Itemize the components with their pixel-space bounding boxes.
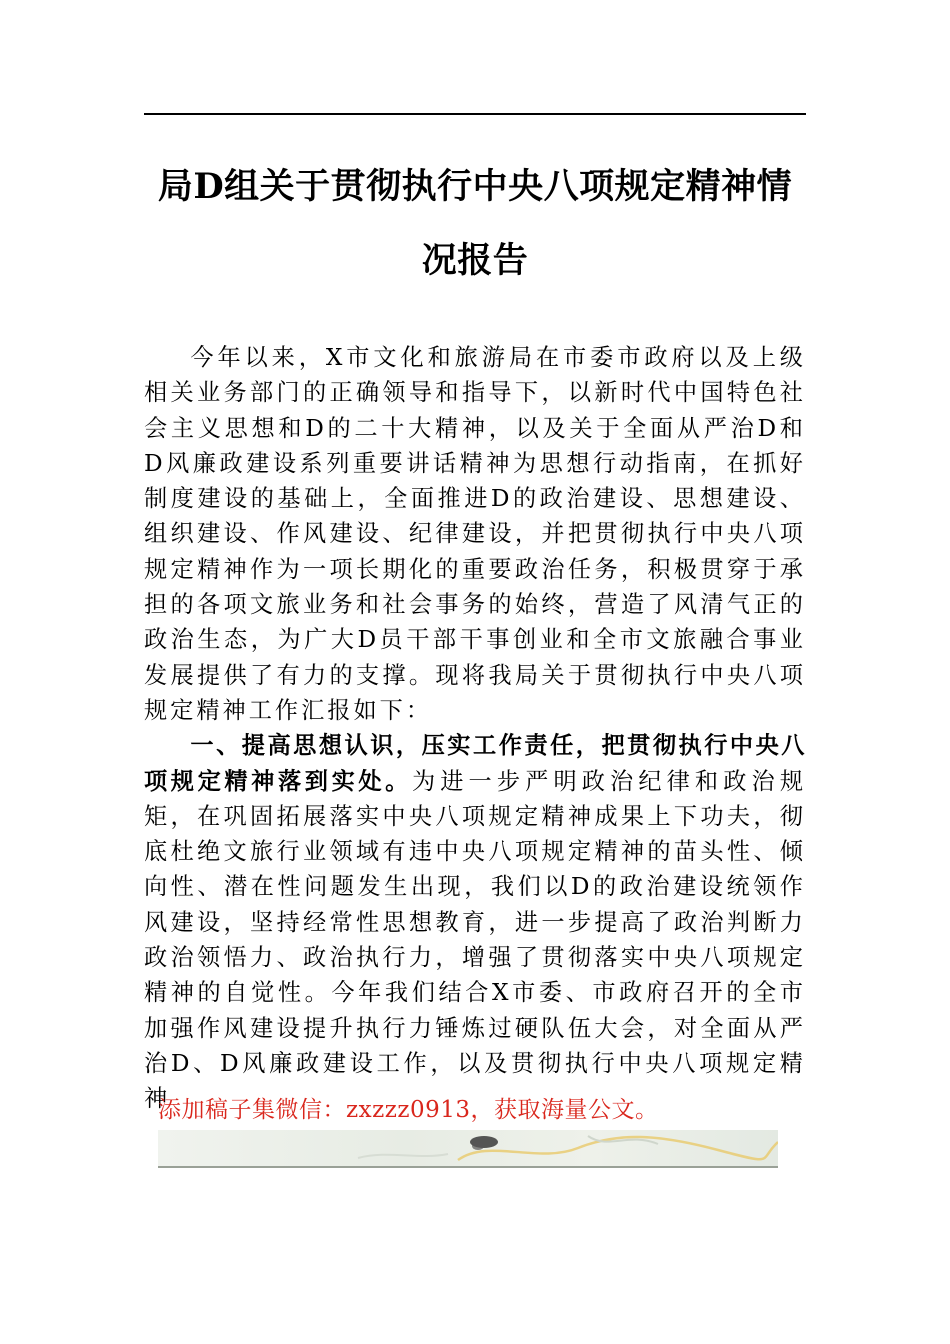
decorative-banner <box>158 1130 778 1168</box>
section-1-body: 为进一步严明政治纪律和政治规矩，在巩固拓展落实中央八项规定精神成果上下功夫，彻底杜绝文旅行业领域有违中央八项规定精神的苗头性、倾向性、潜在性问题发生出现，我们以D的政治建设统领作风建设，坚持经常性思想教育，进一步提高了政治判断力政治领悟力、政治执行力，增强了贯彻落实中央八项规定精神的自觉性。今年我们结合X市委、市政府召开的全市加强作风建设提升执行力锤炼过硬队伍大会，对全面从严治D、D风廉政建设工作，以及贯彻执行中央八项规定精神 <box>144 767 807 1113</box>
title-line-2: 况报告 <box>421 240 529 281</box>
intro-paragraph: 今年以来，X市文化和旅游局在市委市政府以及上级相关业务部门的正确领导和指导下，以新时代中国特色社会主义思想和D的二十大精神，以及关于全面从严治D和D风廉政建设系列重要讲话精神为思想行动指南，在抓好制度建设的基础上，全面推进D的政治建设、思想建设、组织建设、作风建设、纪律建设，并把贯彻执行中央八项规定精神作为一项长期化的重要政治任务，积极贯穿于承担的各项文旅业务和社会事务的始终，营造了风清气正的政治生态，为广大D员干部干事创业和全市文旅融合事业发展提供了有力的支撑。现将我局关于贯彻执行中央八项规定精神工作汇报如下： <box>144 344 806 724</box>
section-1-heading: 一、提高思想认识，压实工作责任，把贯彻执行中央八项规定精神落到实处。 <box>144 732 806 795</box>
section-1-paragraph <box>144 728 806 1116</box>
header-rule <box>144 113 806 115</box>
document-title <box>144 150 806 298</box>
title-line-1: 局D组关于贯彻执行中央八项规定精神情 <box>157 166 793 207</box>
document-body <box>144 340 806 1117</box>
landscape-sketch-icon <box>158 1130 778 1166</box>
watermark-ad-text: 添加稿子集微信：zxzzz0913，获取海量公文。 <box>158 1097 659 1123</box>
